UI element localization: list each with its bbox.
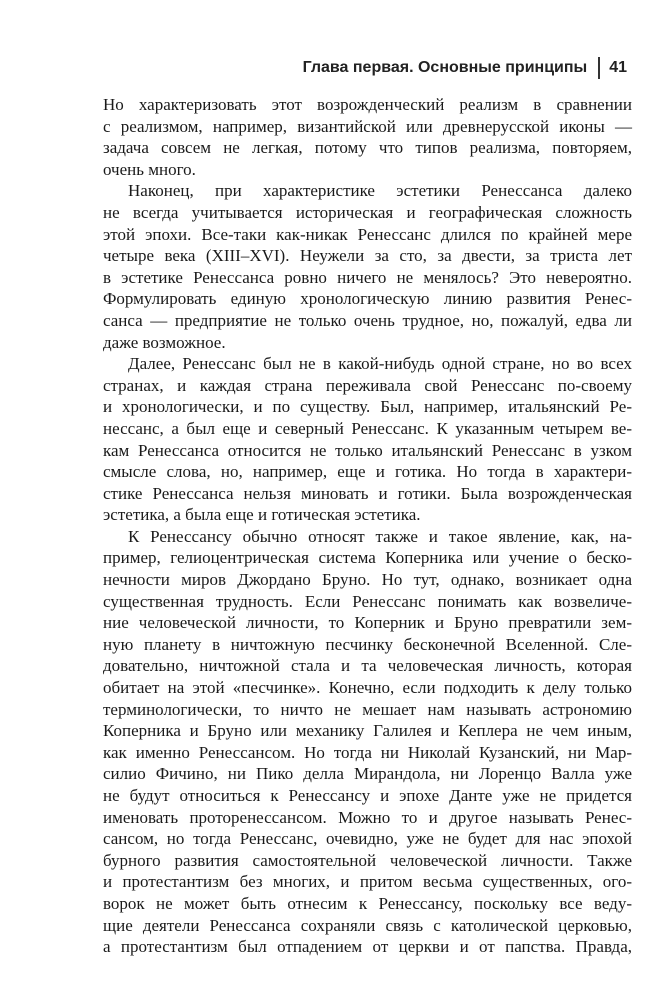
text-line: кам Ренессанса относится не только итальянский Ренессанс в узком	[103, 440, 632, 460]
text-line: именовать проторенессансом. Можно то и другое называть Ренес-	[103, 807, 632, 827]
paragraph	[103, 353, 632, 526]
header-separator	[598, 57, 600, 79]
text-line: очень много.	[103, 159, 196, 179]
text-line: задача совсем не легкая, потому что типов реализма, повторяем,	[103, 138, 632, 158]
paragraph	[103, 526, 632, 958]
text-line: К Ренессансу обычно относят также и такое явление, как, на-	[128, 526, 632, 546]
text-line: бурного развития самостоятельной человеческой личности. Также	[103, 850, 632, 870]
text-line: как именно Ренессансом. Но тогда ни Николай Кузанский, ни Мар-	[103, 742, 632, 762]
text-line: довательно, ничтожной стала и та человеческая личность, которая	[103, 656, 632, 676]
text-line: а протестантизм был отпадением от церкви и от папства. Правда,	[103, 937, 632, 957]
text-line: пример, гелиоцентрическая система Коперника или учение о беско-	[103, 548, 632, 568]
text-line: силио Фичино, ни Пико делла Мирандола, ни Лоренцо Валла уже	[103, 764, 632, 784]
text-line: с реализмом, например, византийской или древнерусской иконы —	[103, 116, 632, 136]
text-line: сансом, но тогда Ренессанс, очевидно, уже не будет для нас эпохой	[103, 829, 632, 849]
page-body	[103, 94, 632, 958]
chapter-title: Глава первая. Основные принципы	[302, 59, 588, 76]
text-line: ворок не может быть отнесим к Ренессансу, поскольку все веду-	[103, 893, 632, 913]
text-line: нессанс, а был еще и северный Ренессанс. К указанным четырем ве-	[103, 418, 632, 438]
text-line: ние человеческой личности, то Коперник и Бруно превратили зем-	[103, 613, 632, 633]
text-line: Коперника и Бруно или механику Галилея и Кеплера не чем иным,	[103, 721, 632, 741]
text-line: Далее, Ренессанс был не в какой-нибудь одной стране, но во всех	[128, 354, 632, 374]
text-line: Наконец, при характеристике эстетики Ренессанса далеко	[128, 181, 632, 201]
text-line: этой эпохи. Все-таки как-никак Ренессанс длился по крайней мере	[103, 224, 632, 244]
text-line: нечности миров Джордано Бруно. Но тут, однако, возникает одна	[103, 570, 632, 590]
text-line: стике Ренессанса нельзя миновать и готики. Была возрожденческая	[103, 483, 632, 503]
text-line: смысле слова, но, например, еще и готика. Но тогда в характери-	[103, 462, 632, 482]
text-line: терминологически, то ничто не мешает нам называть астрономию	[103, 699, 632, 719]
running-header	[303, 56, 627, 80]
text-line: даже возможное.	[103, 332, 226, 352]
text-line: странах, и каждая страна переживала свой Ренессанс по-своему	[103, 375, 632, 395]
text-line: Формулировать единую хронологическую линию развития Ренес-	[103, 289, 632, 309]
page-number: 41	[609, 59, 627, 76]
paragraph	[103, 180, 632, 353]
text-line: ную планету в ничтожную песчинку бесконечной Вселенной. Сле-	[103, 634, 632, 654]
text-line: четыре века (XIII–XVI). Неужели за сто, за двести, за триста лет	[103, 246, 632, 266]
text-line: обитает на этой «песчинке». Конечно, если подходить к делу только	[103, 678, 632, 698]
text-line: санса — предприятие не только очень трудное, но, пожалуй, едва ли	[103, 310, 632, 330]
text-line: эстетика, а была еще и готическая эстетика.	[103, 505, 421, 525]
text-line: не всегда учитывается историческая и географическая сложность	[103, 202, 632, 222]
text-line: и хронологически, и по существу. Был, например, итальянский Ре-	[103, 397, 632, 417]
paragraph	[103, 94, 632, 180]
text-line: Но характеризовать этот возрожденческий реализм в сравнении	[103, 95, 632, 114]
text-line: и протестантизм без многих, и притом весьма существенных, ого-	[103, 872, 632, 892]
text-line: не будут относиться к Ренессансу и эпохе Данте уже не придется	[103, 786, 632, 805]
text-line: щие деятели Ренессанса сохраняли связь с католической церковью,	[103, 915, 632, 935]
text-line: существенная трудность. Если Ренессанс понимать как возвеличе-	[103, 591, 632, 611]
text-line: в эстетике Ренессанса ровно ничего не менялось? Это невероятно.	[103, 267, 632, 287]
